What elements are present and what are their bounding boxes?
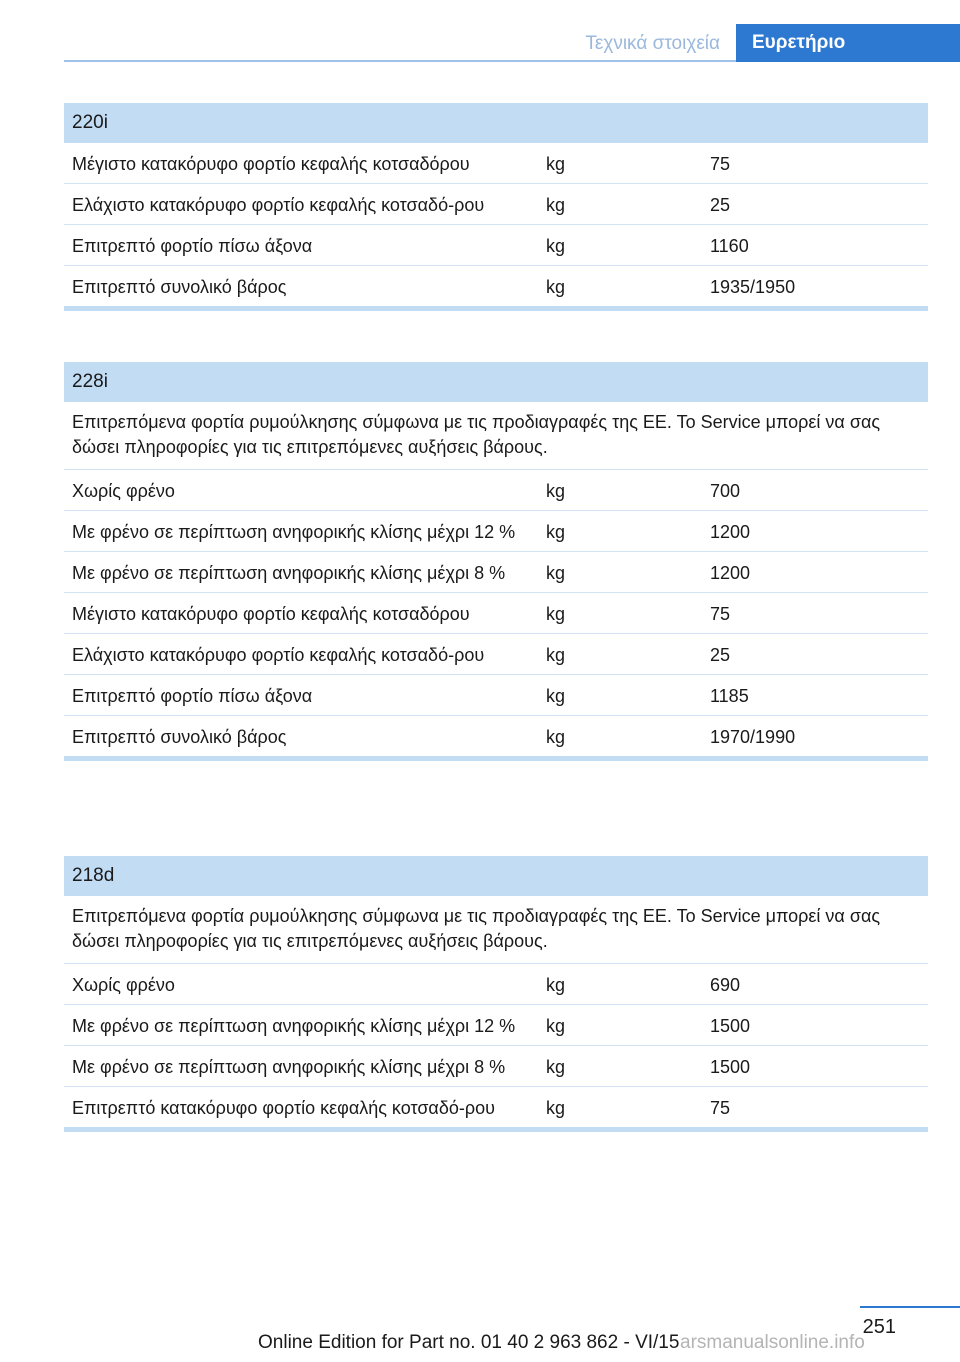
table-note: Επιτρεπόμενα φορτία ρυμούλκησης σύμφωνα με τις προδιαγραφές της ΕΕ. Το Service μπορεί να σας δώσει πληροφορίες για τις επιτρεπόμενες αυξήσεις βάρους. — [64, 896, 928, 964]
row-value: 1200 — [710, 522, 751, 542]
row-unit: kg — [546, 236, 566, 256]
row-value: 690 — [710, 975, 741, 995]
row-unit: kg — [546, 481, 566, 501]
spec-table-218d — [64, 856, 928, 1132]
row-unit: kg — [546, 604, 566, 624]
watermark: arsmanualsonline.info — [680, 1332, 865, 1353]
footer-rule — [860, 1306, 960, 1308]
row-unit: kg — [546, 522, 566, 542]
table-title: 220i — [64, 103, 928, 143]
table-row — [64, 716, 928, 756]
row-value: 700 — [710, 481, 741, 501]
table-row — [64, 266, 928, 306]
row-label: Μέγιστο κατακόρυφο φορτίο κεφαλής κοτσαδόρου — [72, 604, 470, 624]
row-label: Ελάχιστο κατακόρυφο φορτίο κεφαλής κοτσαδό-ρου — [72, 645, 485, 665]
table-row — [64, 964, 928, 1005]
row-label: Επιτρεπτό φορτίο πίσω άξονα — [72, 236, 313, 256]
table-title: 228i — [64, 362, 928, 402]
table-row — [64, 143, 928, 184]
row-label: Με φρένο σε περίπτωση ανηφορικής κλίσης μέχρι 8 % — [72, 563, 506, 583]
table-row — [64, 1046, 928, 1087]
row-label: Επιτρεπτό φορτίο πίσω άξονα — [72, 686, 313, 706]
row-value: 25 — [710, 645, 731, 665]
spec-table-228i — [64, 362, 928, 761]
table-row — [64, 1005, 928, 1046]
row-label: Επιτρεπτό συνολικό βάρος — [72, 727, 287, 747]
row-label: Επιτρεπτό συνολικό βάρος — [72, 277, 287, 297]
table-row — [64, 184, 928, 225]
table-row — [64, 511, 928, 552]
row-label: Ελάχιστο κατακόρυφο φορτίο κεφαλής κοτσαδό-ρου — [72, 195, 485, 215]
row-value: 75 — [710, 604, 731, 624]
table-row — [64, 552, 928, 593]
row-label: Επιτρεπτό κατακόρυφο φορτίο κεφαλής κοτσαδό-ρου — [72, 1098, 495, 1118]
row-unit: kg — [546, 563, 566, 583]
table-title: 218d — [64, 856, 928, 896]
table-row — [64, 470, 928, 511]
page-number: 251 — [862, 1316, 896, 1338]
row-unit: kg — [546, 1057, 566, 1077]
row-value: 1500 — [710, 1057, 751, 1077]
row-label: Με φρένο σε περίπτωση ανηφορικής κλίσης μέχρι 12 % — [72, 1016, 516, 1036]
footer-edition-text: Online Edition for Part no. 01 40 2 963 862 - VI/15 — [258, 1332, 680, 1353]
row-value: 1970/1990 — [710, 727, 796, 747]
table-row — [64, 593, 928, 634]
row-value: 1200 — [710, 563, 751, 583]
row-unit: kg — [546, 154, 566, 174]
row-unit: kg — [546, 1098, 566, 1118]
row-value: 75 — [710, 1098, 731, 1118]
header-tab-index[interactable]: Ευρετήριο — [736, 24, 960, 62]
row-value: 75 — [710, 154, 731, 174]
table-row — [64, 634, 928, 675]
row-unit: kg — [546, 975, 566, 995]
spec-table-220i — [64, 103, 928, 311]
header-section-title[interactable]: Τεχνικά στοιχεία — [585, 33, 720, 54]
row-unit: kg — [546, 195, 566, 215]
row-unit: kg — [546, 1016, 566, 1036]
row-label: Με φρένο σε περίπτωση ανηφορικής κλίσης μέχρι 12 % — [72, 522, 516, 542]
row-unit: kg — [546, 686, 566, 706]
table-row — [64, 225, 928, 266]
row-unit: kg — [546, 727, 566, 747]
row-value: 1185 — [710, 686, 749, 706]
row-unit: kg — [546, 645, 566, 665]
row-value: 1500 — [710, 1016, 751, 1036]
row-label: Μέγιστο κατακόρυφο φορτίο κεφαλής κοτσαδόρου — [72, 154, 470, 174]
row-value: 1160 — [710, 236, 749, 256]
row-value: 25 — [710, 195, 731, 215]
table-row — [64, 1087, 928, 1127]
row-label: Με φρένο σε περίπτωση ανηφορικής κλίσης μέχρι 8 % — [72, 1057, 506, 1077]
row-label: Χωρίς φρένο — [72, 481, 175, 501]
table-row — [64, 675, 928, 716]
table-note: Επιτρεπόμενα φορτία ρυμούλκησης σύμφωνα με τις προδιαγραφές της ΕΕ. Το Service μπορεί να σας δώσει πληροφορίες για τις επιτρεπόμενες αυξήσεις βάρους. — [64, 402, 928, 470]
row-label: Χωρίς φρένο — [72, 975, 175, 995]
row-value: 1935/1950 — [710, 277, 796, 297]
row-unit: kg — [546, 277, 566, 297]
